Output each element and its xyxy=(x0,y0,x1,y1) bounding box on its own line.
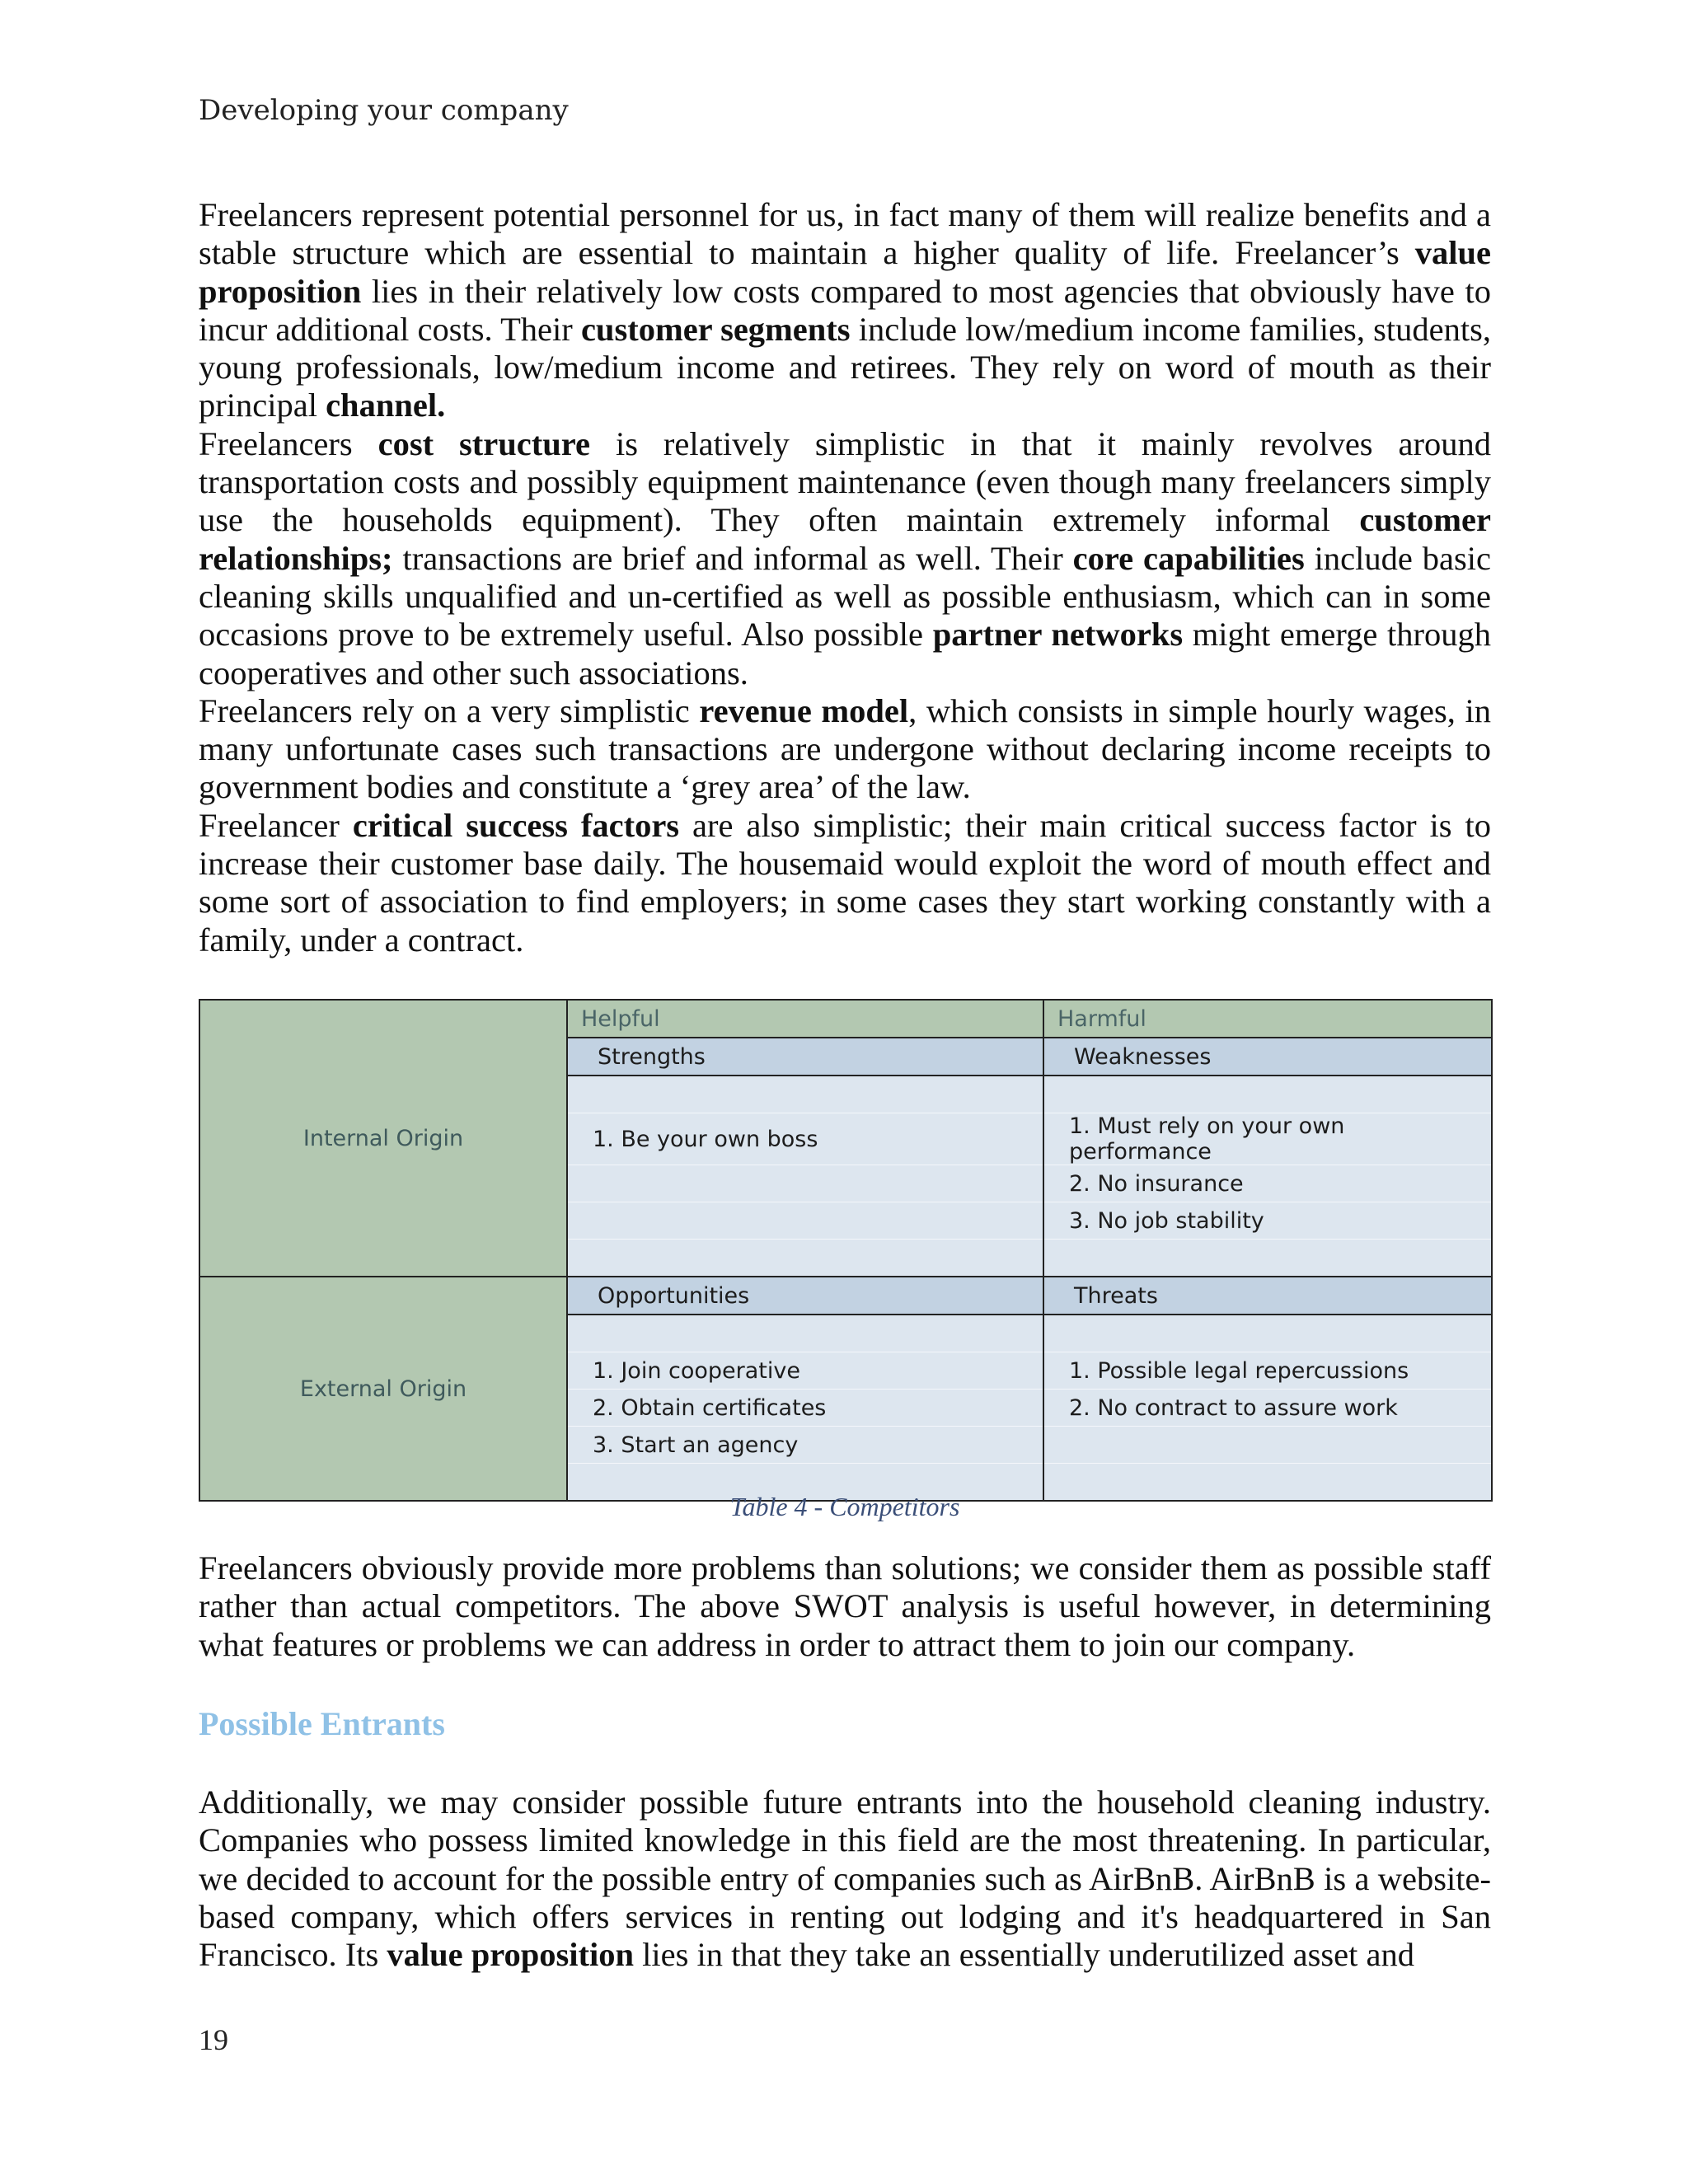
harmful-item xyxy=(1043,1076,1492,1113)
body-text-after-table xyxy=(199,1549,1491,1664)
text-run: is relatively simplistic in that it mainly revolves around transportation costs and possibly equipment maintenance (even though many freelancers simply use the households equipment). They often maintain extremely informal xyxy=(199,424,1491,539)
bold-term: cost structure xyxy=(377,424,590,462)
threats-header: Threats xyxy=(1043,1277,1492,1315)
bold-term: value proposition xyxy=(199,234,1491,310)
harmful-item xyxy=(1043,1427,1492,1464)
text-run: might emerge through cooperatives and other such associations. xyxy=(199,616,1491,691)
text-run: lies in their relatively low costs compared to most agencies that obviously have to incur additional costs. Their xyxy=(199,272,1491,348)
helpful-item: 2. Obtain certificates xyxy=(567,1390,1043,1427)
harmful-item xyxy=(1043,1315,1492,1352)
internal-origin-label: Internal Origin xyxy=(199,1000,567,1277)
body-text-top xyxy=(199,196,1491,959)
harmful-item: 2. No contract to assure work xyxy=(1043,1390,1492,1427)
text-run: Freelancers xyxy=(199,424,378,462)
bold-term: core capabilities xyxy=(1072,539,1305,577)
external-origin-label: External Origin xyxy=(199,1277,567,1501)
helpful-item: 3. Start an agency xyxy=(567,1427,1043,1464)
helpful-header: Helpful xyxy=(567,1000,1043,1038)
bold-term: revenue model xyxy=(699,691,909,729)
harmful-item: 2. No insurance xyxy=(1043,1165,1492,1202)
harmful-item: 1. Possible legal repercussions xyxy=(1043,1352,1492,1390)
paragraph xyxy=(199,425,1491,692)
bold-term: channel. xyxy=(326,387,446,424)
text-run: , which consists in simple hourly wages, in many unfortunate cases such transactions are undergone without declaring income receipts to government bodies and constitute a ‘grey area’ of the law. xyxy=(199,691,1491,806)
opportunities-header: Opportunities xyxy=(567,1277,1043,1315)
helpful-item xyxy=(567,1076,1043,1113)
text-run: include basic cleaning skills unqualified and un-certified as well as possible enthusiasm, which can in some occasions prove to be extremely useful. Also possible xyxy=(199,539,1492,654)
paragraph xyxy=(199,1549,1491,1664)
section-heading: Possible Entrants xyxy=(199,1705,445,1742)
helpful-item: 1. Be your own boss xyxy=(567,1113,1043,1165)
text-run: Freelancers obviously provide more problems than solutions; we consider them as possible staff rather than actual competitors. The above SWOT analysis is useful however, in determining what features or problems we can address in order to attract them to join our company. xyxy=(199,1549,1491,1663)
paragraph xyxy=(199,807,1491,959)
table-caption: Table 4 - Competitors xyxy=(729,1492,960,1521)
swot-table xyxy=(199,999,1493,1502)
harmful-header: Harmful xyxy=(1043,1000,1492,1038)
text-run: Freelancers rely on a very simplistic xyxy=(199,691,700,729)
bold-term: customer relationships; xyxy=(199,501,1491,577)
helpful-item xyxy=(567,1202,1043,1240)
page-number: 19 xyxy=(199,2023,228,2056)
bold-term: value proposition xyxy=(387,1936,635,1974)
text-run: are also simplistic; their main critical success factor is to increase their customer base daily. The housemaid would exploit the word of mouth effect and some sort of association to find employers; in some cases they start working constantly with a family, under a contract. xyxy=(199,806,1491,958)
helpful-item xyxy=(567,1240,1043,1277)
weaknesses-header: Weaknesses xyxy=(1043,1038,1492,1076)
text-run: include low/medium income families, students, young professionals, low/medium income and retirees. They rely on word of mouth as their principal xyxy=(199,310,1491,424)
text-run: Freelancer xyxy=(199,806,353,844)
running-header: Developing your company xyxy=(199,94,569,127)
text-run: Additionally, we may consider possible future entrants into the household cleaning industry. Companies who possess limited knowledge in this field are the most threatening. In particular, we decided to account for the possible entry of companies such as AirBnB. AirBnB is a website-based company, which offers services in renting out lodging and it's headquartered in San Francisco. Its xyxy=(199,1783,1491,1974)
text-run: Freelancers represent potential personnel for us, in fact many of them will realize benefits and a stable structure which are essential to maintain a higher quality of life. Freelancer’s xyxy=(199,196,1491,272)
harmful-item: 1. Must rely on your own performance xyxy=(1043,1113,1492,1165)
harmful-item xyxy=(1043,1240,1492,1277)
bold-term: partner networks xyxy=(932,616,1184,654)
bold-term: critical success factors xyxy=(352,806,680,844)
strengths-header: Strengths xyxy=(567,1038,1043,1076)
body-text-entrants xyxy=(199,1783,1491,1974)
text-run: lies in that they take an essentially underutilized asset and xyxy=(634,1936,1414,1974)
paragraph xyxy=(199,692,1491,807)
helpful-item xyxy=(567,1165,1043,1202)
paragraph xyxy=(199,1783,1491,1974)
harmful-item: 3. No job stability xyxy=(1043,1202,1492,1240)
paragraph xyxy=(199,196,1491,425)
text-run: transactions are brief and informal as well. Their xyxy=(392,539,1073,577)
helpful-item: 1. Join cooperative xyxy=(567,1352,1043,1390)
bold-term: customer segments xyxy=(580,310,851,348)
helpful-item xyxy=(567,1315,1043,1352)
